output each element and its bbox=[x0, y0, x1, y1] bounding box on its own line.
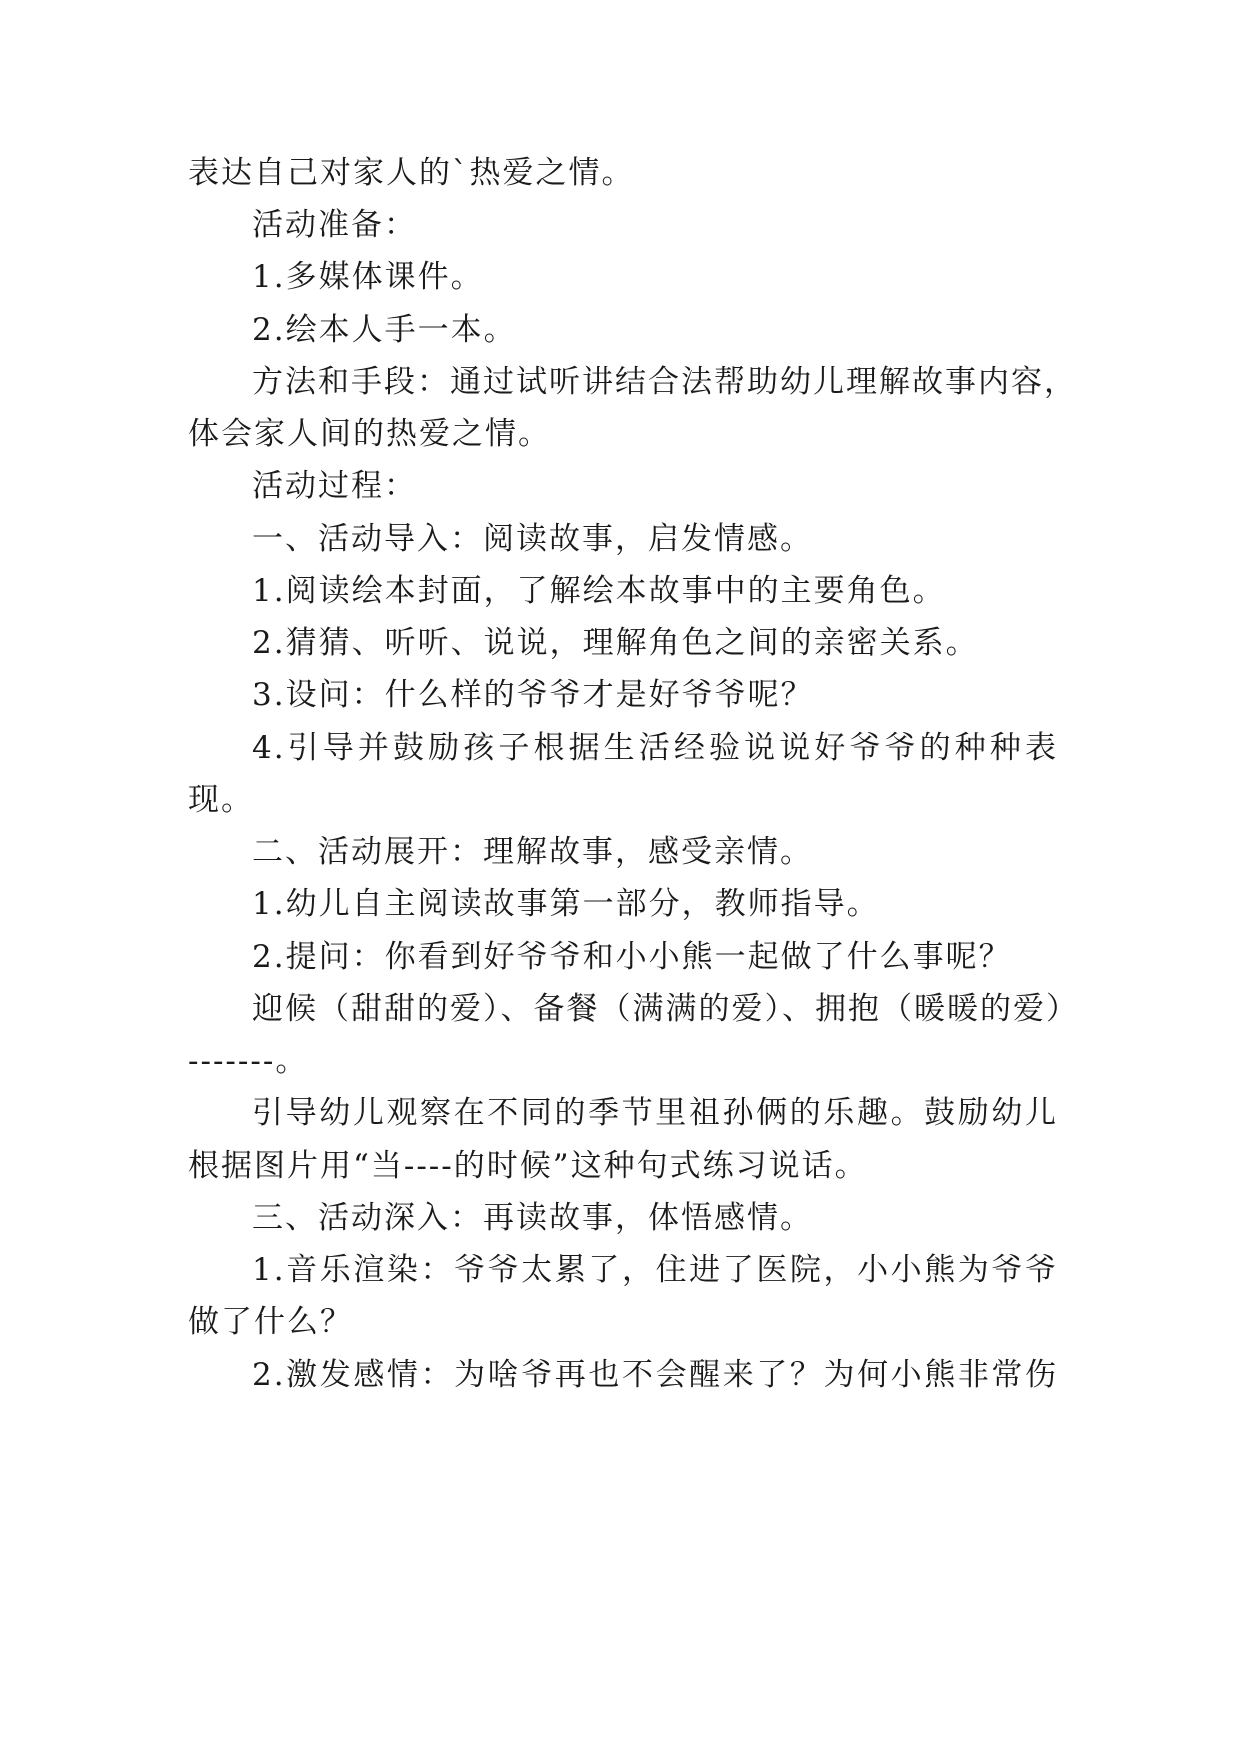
text-line-20: 根据图片用“当----的时候”这种句式练习说话。 bbox=[188, 1148, 868, 1184]
text-line-21: 三、活动深入：再读故事，体悟感情。 bbox=[252, 1200, 813, 1236]
text-line-23: 做了什么？ bbox=[188, 1304, 353, 1340]
text-line-6: 体会家人间的热爱之情。 bbox=[188, 416, 551, 452]
text-line-11: 3.设问：什么样的爷爷才是好爷爷呢？ bbox=[252, 677, 814, 713]
text-line-4: 2.绘本人手一本。 bbox=[252, 312, 517, 348]
text-line-24: 2.激发感情：为啥爷再也不会醒来了？为何小熊非常伤 bbox=[252, 1357, 1058, 1393]
text-line-9: 1.阅读绘本封面，了解绘本故事中的主要角色。 bbox=[252, 573, 946, 609]
text-line-22: 1.音乐渲染：爷爷太累了，住进了医院，小小熊为爷爷 bbox=[252, 1252, 1058, 1288]
text-line-12: 4.引导并鼓励孩子根据生活经验说说好爷爷的种种表 bbox=[252, 730, 1058, 766]
text-line-14: 二、活动展开：理解故事，感受亲情。 bbox=[252, 834, 813, 870]
text-line-5: 方法和手段：通过试听讲结合法帮助幼儿理解故事内容， bbox=[252, 364, 1077, 400]
text-line-18: -------。 bbox=[188, 1043, 309, 1079]
text-line-17: 迎候（甜甜的爱）、备餐（满满的爱）、拥抱（暖暖的爱） bbox=[252, 991, 1079, 1027]
text-line-7: 活动过程： bbox=[252, 468, 417, 504]
text-line-3: 1.多媒体课件。 bbox=[252, 259, 484, 295]
text-line-19: 引导幼儿观察在不同的季节里祖孙俩的乐趣。鼓励幼儿 bbox=[252, 1095, 1058, 1131]
text-line-10: 2.猜猜、听听、说说，理解角色之间的亲密关系。 bbox=[252, 625, 979, 661]
text-line-16: 2.提问：你看到好爷爷和小小熊一起做了什么事呢？ bbox=[252, 939, 1012, 975]
text-line-13: 现。 bbox=[188, 782, 254, 818]
text-line-8: 一、活动导入：阅读故事，启发情感。 bbox=[252, 521, 813, 557]
text-line-1: 表达自己对家人的`热爱之情。 bbox=[188, 155, 635, 191]
text-line-2: 活动准备： bbox=[252, 207, 417, 243]
text-line-15: 1.幼儿自主阅读故事第一部分，教师指导。 bbox=[252, 886, 880, 922]
